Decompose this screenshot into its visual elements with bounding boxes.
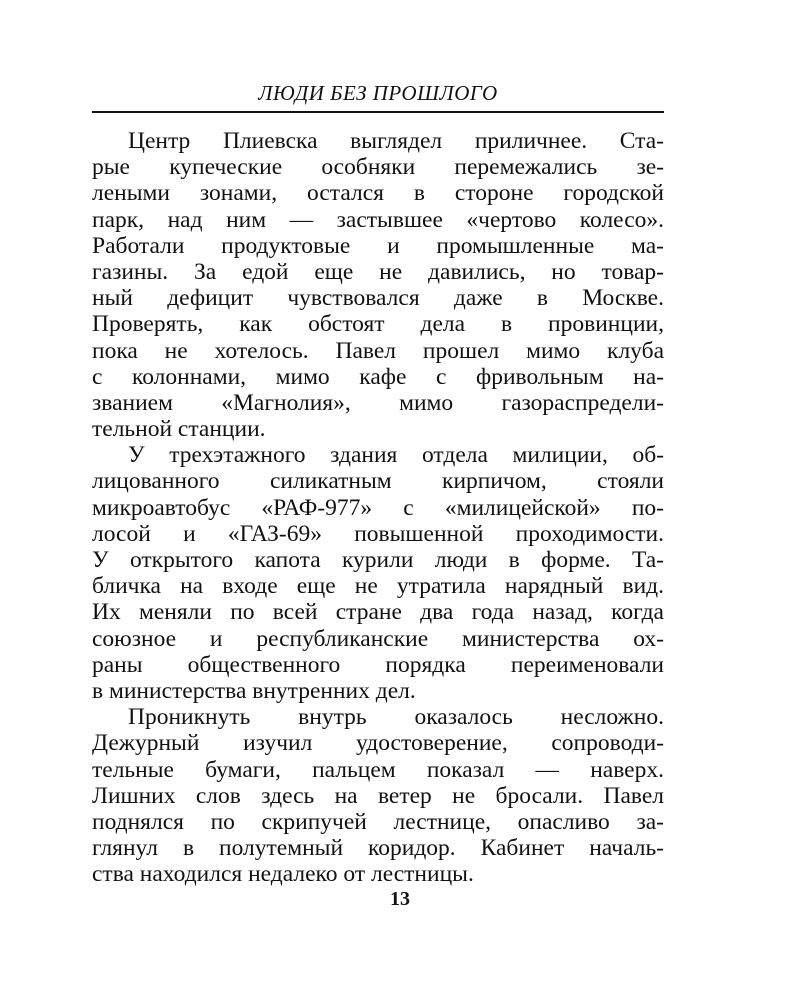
text-line: Дежурный изучил удостоверение, сопроводи- — [92, 730, 664, 757]
text-line: званием «Магнолия», мимо газораспредели- — [92, 389, 664, 416]
text-line: лосой и «ГАЗ-69» повышенной проходимости. — [92, 520, 664, 547]
text-line: с колоннами, мимо кафе с фривольным на- — [92, 363, 664, 390]
header-rule — [92, 111, 664, 113]
text-line: ства находился недалеко от лестницы. — [92, 861, 474, 888]
text-line: У открытого капота курили люди в форме. Та- — [92, 547, 664, 573]
text-line: тельной станции. — [92, 416, 266, 443]
text-line: Работали продуктовые и промышленные ма- — [92, 232, 664, 259]
text-line: тельные бумаги, пальцем показал — наверх. — [92, 756, 664, 783]
text-line: союзное и республиканские министерства ох- — [92, 625, 664, 652]
text-line: У трехэтажного здания отдела милиции, об- — [128, 442, 664, 469]
text-line: микроавтобус «РАФ-977» с «милицейской» по- — [92, 494, 664, 521]
running-head: ЛЮДИ БЕЗ ПРОШЛОГО — [258, 81, 498, 105]
paragraph — [92, 128, 664, 442]
page-number: 13 — [390, 888, 410, 910]
text-line: пока не хотелось. Павел прошел мимо клуба — [92, 337, 664, 364]
text-line: газины. За едой еще не давились, но товар- — [92, 258, 664, 285]
text-line: глянул в полутемный коридор. Кабинет началь- — [92, 835, 664, 862]
text-line: Проверять, как обстоят дела в провинции, — [92, 311, 664, 338]
text-line: ный дефицит чувствовался даже в Москве. — [92, 285, 664, 312]
text-line: в министерства внутренних дел. — [92, 677, 416, 704]
text-line: леными зонами, остался в стороне городской — [92, 180, 664, 207]
text-line: бличка на входе еще не утратила нарядный вид. — [92, 573, 664, 600]
text-line: Проникнуть внутрь оказалось несложно. — [128, 704, 664, 731]
text-line: рые купеческие особняки перемежались зе- — [92, 154, 664, 181]
text-line: раны общественного порядка переименовали — [92, 651, 664, 678]
text-line: Лишних слов здесь на ветер не бросали. Павел — [92, 782, 664, 809]
paragraph — [92, 442, 664, 704]
text-line: Их меняли по всей стране два года назад, когда — [92, 599, 664, 626]
text-line: лицованного силикатным кирпичом, стояли — [92, 468, 664, 495]
text-line: парк, над ним — застывшее «чертово колесо». — [92, 206, 664, 233]
paragraph — [92, 704, 664, 887]
body-text — [92, 128, 664, 887]
text-line: Центр Плиевска выглядел приличнее. Ста- — [128, 128, 664, 154]
text-line: поднялся по скрипучей лестнице, опасливо за- — [92, 808, 664, 835]
